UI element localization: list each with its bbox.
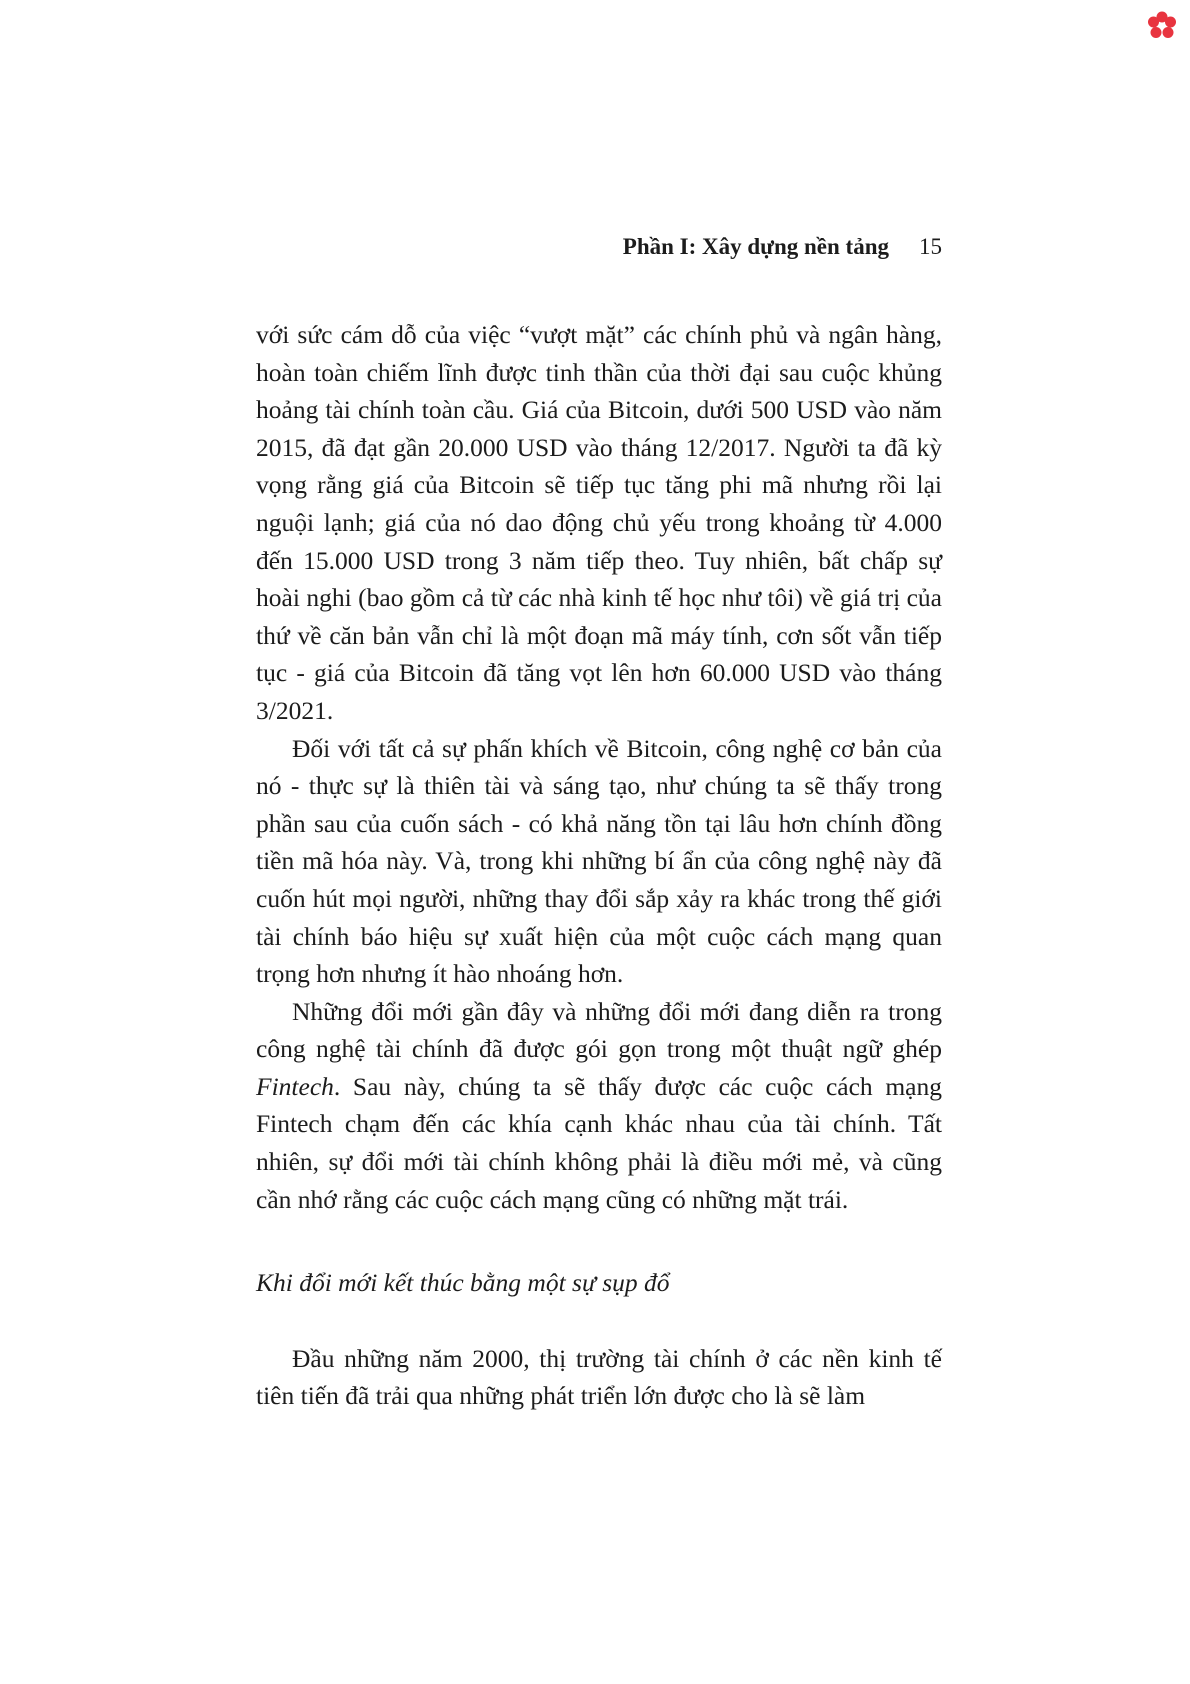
paragraph-3-text-after: . Sau này, chúng ta sẽ thấy được các cuộc cách mạng Fintech chạm đến các khía cạnh khác nhau của tài chính. Tất nhiên, sự đổi mới tài chính không phải là điều mới mẻ, và cũng cần nhớ rằng các cuộc cách mạng cũng có những mặt trái.: [256, 1071, 942, 1214]
red-flower-logo-icon: [1146, 10, 1178, 42]
chapter-title: Phần I: Xây dựng nền tảng: [622, 234, 889, 259]
paragraph-3-text-before: Những đổi mới gần đây và những đổi mới đang diễn ra trong công nghệ tài chính đã được gói gọn trong một thuật ngữ ghép: [256, 996, 942, 1064]
section-heading: Khi đổi mới kết thúc bằng một sự sụp đổ: [256, 1268, 670, 1298]
page-body: [256, 316, 942, 1415]
paragraph-3: [256, 993, 942, 1219]
running-head: [256, 232, 942, 262]
paragraph-4: Đầu những năm 2000, thị trường tài chính ở các nền kinh tế tiên tiến đã trải qua những phát triển lớn được cho là sẽ làm: [256, 1343, 942, 1411]
page-number: 15: [919, 234, 942, 259]
paragraph-1: với sức cám dỗ của việc “vượt mặt” các chính phủ và ngân hàng, hoàn toàn chiếm lĩnh được tinh thần của thời đại sau cuộc khủng hoảng tài chính toàn cầu. Giá của Bitcoin, dưới 500 USD vào năm 2015, đã đạt gần 20.000 USD vào tháng 12/2017. Người ta đã kỳ vọng rằng giá của Bitcoin sẽ tiếp tục tăng phi mã nhưng rồi lại nguội lạnh; giá của nó dao động chủ yếu trong khoảng từ 4.000 đến 15.000 USD trong 3 năm tiếp theo. Tuy nhiên, bất chấp sự hoài nghi (bao gồm cả từ các nhà kinh tế học như tôi) về giá trị của thứ về căn bản vẫn chỉ là một đoạn mã máy tính, cơn sốt vẫn tiếp tục - giá của Bitcoin đã tăng vọt lên hơn 60.000 USD vào tháng 3/2021.: [256, 320, 942, 725]
fintech-term: Fintech: [256, 1071, 334, 1101]
paragraph-2: Đối với tất cả sự phấn khích về Bitcoin, công nghệ cơ bản của nó - thực sự là thiên tài và sáng tạo, như chúng ta sẽ thấy trong phần sau của cuốn sách - có khả năng tồn tại lâu hơn chính đồng tiền mã hóa này. Và, trong khi những bí ẩn của công nghệ này đã cuốn hút mọi người, những thay đổi sắp xảy ra khác trong thế giới tài chính báo hiệu sự xuất hiện của một cuộc cách mạng quan trọng hơn nhưng ít hào nhoáng hơn.: [256, 733, 942, 989]
